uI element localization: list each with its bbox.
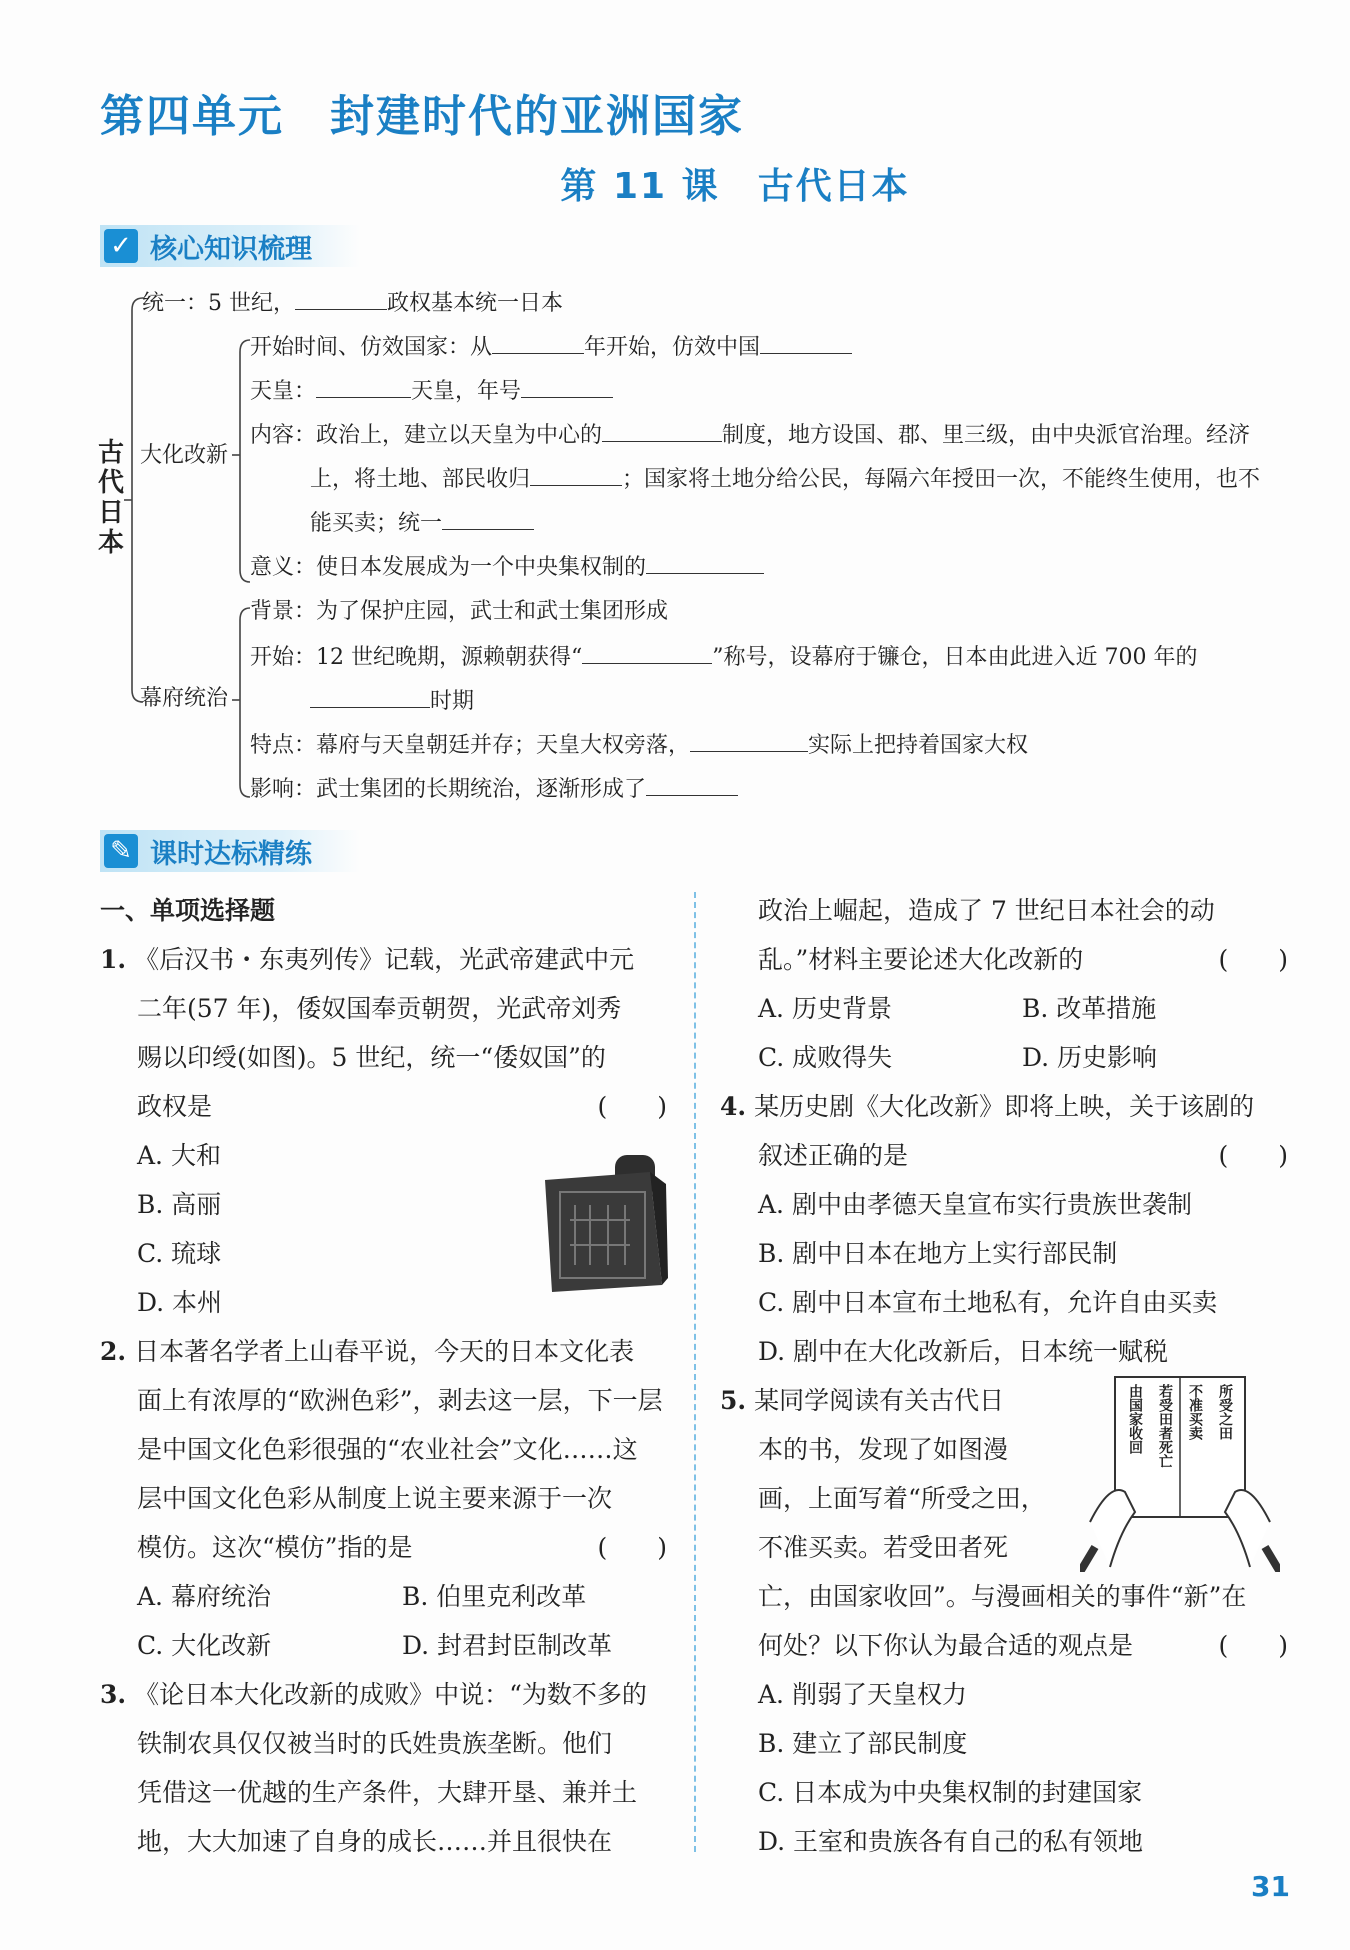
column-divider <box>694 892 696 1852</box>
q4-line-1: 4. 某历史剧《大化改新》即将上映，关于该剧的 <box>720 1092 1255 1121</box>
q3-line-3: 凭借这一优越的生产条件，大肆开垦、兼并土 <box>137 1778 638 1807</box>
mindmap-bakufu-bg: 背景：为了保护庄园，武士和武士集团形成 <box>250 599 669 624</box>
q2-option-d[interactable]: D. 封君封臣制改革 <box>402 1631 613 1660</box>
q5-line-6: 何处？以下你认为最合适的观点是 ( ) <box>758 1631 1288 1660</box>
section-label: 课时达标精练 <box>150 838 312 870</box>
q2-option-c[interactable]: C. 大化改新 <box>137 1631 272 1660</box>
q2-line-2: 面上有浓厚的“欧洲色彩”，剥去这一层，下一层 <box>137 1386 663 1415</box>
mindmap-taika-content-1: 内容：政治上，建立以天皇为中心的 制度，地方设国、郡、里三级，由中央派官治理。经济 <box>250 419 1250 451</box>
q5-option-b[interactable]: B. 建立了部民制度 <box>758 1729 968 1758</box>
q3-option-c[interactable]: C. 成败得失 <box>758 1043 893 1072</box>
mindmap-bakufu-start-2: 时期 <box>310 685 474 717</box>
mindmap-root: 古代日本 <box>98 438 125 558</box>
cartoon-text-col-1: 所受之田 <box>1217 1384 1233 1440</box>
mindmap-taika-emperor: 天皇： 天皇，年号 <box>250 375 613 407</box>
cartoon-text-col-2: 不准买卖 <box>1187 1384 1203 1440</box>
part-title: 一、单项选择题 <box>100 896 276 925</box>
section-banner-practice <box>100 830 360 872</box>
mindmap-bakufu-label: 幕府统治 <box>140 686 229 711</box>
q5-line-5: 亡，由国家收回”。与漫画相关的事件“新”在 <box>758 1582 1247 1611</box>
q5-option-c[interactable]: C. 日本成为中央集权制的封建国家 <box>758 1778 1143 1807</box>
q1-option-c[interactable]: C. 琉球 <box>137 1239 222 1268</box>
mindmap-bakufu-start-1: 开始：12 世纪晚期，源赖朝获得“ ”称号，设幕府于镰仓，日本由此进入近 700 年的 <box>250 641 1197 673</box>
mindmap-taika-time: 开始时间、仿效国家：从 年开始，仿效中国 <box>250 331 852 363</box>
cartoon-text-col-4: 由国家收回 <box>1127 1384 1143 1454</box>
q1-option-a[interactable]: A. 大和 <box>137 1141 221 1170</box>
q4-option-a[interactable]: A. 剧中由孝德天皇宣布实行贵族世袭制 <box>758 1190 1192 1219</box>
q1-line-2: 二年(57 年)，倭奴国奉贡朝贺，光武帝刘秀 <box>137 994 622 1023</box>
q3-line-2: 铁制农具仅仅被当时的氏姓贵族垄断。他们 <box>137 1729 613 1758</box>
q2-line-4: 层中国文化色彩从制度上说主要来源于一次 <box>137 1484 613 1513</box>
pencil-icon: ✎ <box>104 834 138 868</box>
cartoon-image <box>1080 1372 1280 1572</box>
q2-option-a[interactable]: A. 幕府统治 <box>137 1582 271 1611</box>
mindmap-unify: 统一：5 世纪， 政权基本统一日本 <box>142 287 563 319</box>
q3-line-4: 地，大大加速了自身的成长……并且很快在 <box>137 1827 613 1856</box>
q3-option-d[interactable]: D. 历史影响 <box>1022 1043 1158 1072</box>
page-number: 31 <box>1251 1870 1290 1903</box>
q2-option-b[interactable]: B. 伯里克利改革 <box>402 1582 587 1611</box>
q1-option-b[interactable]: B. 高丽 <box>137 1190 222 1219</box>
section-label: 核心知识梳理 <box>150 233 312 265</box>
q4-option-d[interactable]: D. 剧中在大化改新后，日本统一赋税 <box>758 1337 1169 1366</box>
q3-line-5: 政治上崛起，造成了 7 世纪日本社会的动 <box>758 896 1215 925</box>
q5-line-2: 本的书，发现了如图漫 <box>758 1435 1009 1464</box>
check-icon: ✓ <box>104 229 138 263</box>
unit-title: 第四单元 封建时代的亚洲国家 <box>100 91 744 142</box>
q4-option-b[interactable]: B. 剧中日本在地方上实行部民制 <box>758 1239 1118 1268</box>
mindmap-bakufu-impact: 影响：武士集团的长期统治，逐渐形成了 <box>250 773 738 805</box>
q4-line-2: 叙述正确的是 ( ) <box>758 1141 1288 1170</box>
q2-line-3: 是中国文化色彩很强的“农业社会”文化……这 <box>137 1435 638 1464</box>
q2-line-5: 模仿。这次“模仿”指的是 ( ) <box>137 1533 667 1562</box>
mindmap-taika-content-2: 上，将土地、部民收归 ；国家将土地分给公民，每隔六年授田一次，不能终生使用，也不 <box>310 463 1260 495</box>
mindmap-taika-content-3: 能买卖；统一 <box>310 507 534 539</box>
seal-image <box>540 1150 670 1295</box>
q1-line-4: 政权是 ( ) <box>137 1092 667 1121</box>
q3-option-b[interactable]: B. 改革措施 <box>1022 994 1157 1023</box>
q2-line-1: 2. 日本著名学者上山春平说，今天的日本文化表 <box>100 1337 635 1366</box>
q5-line-4: 不准买卖。若受田者死 <box>758 1533 1009 1562</box>
q5-option-a[interactable]: A. 削弱了天皇权力 <box>758 1680 967 1709</box>
q3-line-6: 乱。”材料主要论述大化改新的 ( ) <box>758 945 1288 974</box>
q1-line-3: 赐以印绶(如图)。5 世纪，统一“倭奴国”的 <box>137 1043 606 1072</box>
lesson-title: 第 11 课 古代日本 <box>560 166 910 207</box>
q5-option-d[interactable]: D. 王室和贵族各有自己的私有领地 <box>758 1827 1144 1856</box>
q4-option-c[interactable]: C. 剧中日本宣布土地私有，允许自由买卖 <box>758 1288 1218 1317</box>
q3-line-1: 3. 《论日本大化改新的成败》中说：“为数不多的 <box>100 1680 647 1709</box>
cartoon-text-col-3: 若受田者死亡 <box>1157 1384 1173 1468</box>
mindmap-bakufu-feature: 特点：幕府与天皇朝廷并存；天皇大权旁落， 实际上把持着国家大权 <box>250 729 1028 761</box>
q5-line-3: 画，上面写着“所受之田， <box>758 1484 1046 1513</box>
q1-option-d[interactable]: D. 本州 <box>137 1288 223 1317</box>
mindmap-taika-label: 大化改新 <box>140 443 229 468</box>
mindmap-taika-meaning: 意义：使日本发展成为一个中央集权制的 <box>250 551 764 583</box>
q1-line-1: 1. 《后汉书・东夷列传》记载，光武帝建武中元 <box>100 945 635 974</box>
q5-line-1: 5. 某同学阅读有关古代日 <box>720 1386 1005 1415</box>
q3-option-a[interactable]: A. 历史背景 <box>758 994 892 1023</box>
